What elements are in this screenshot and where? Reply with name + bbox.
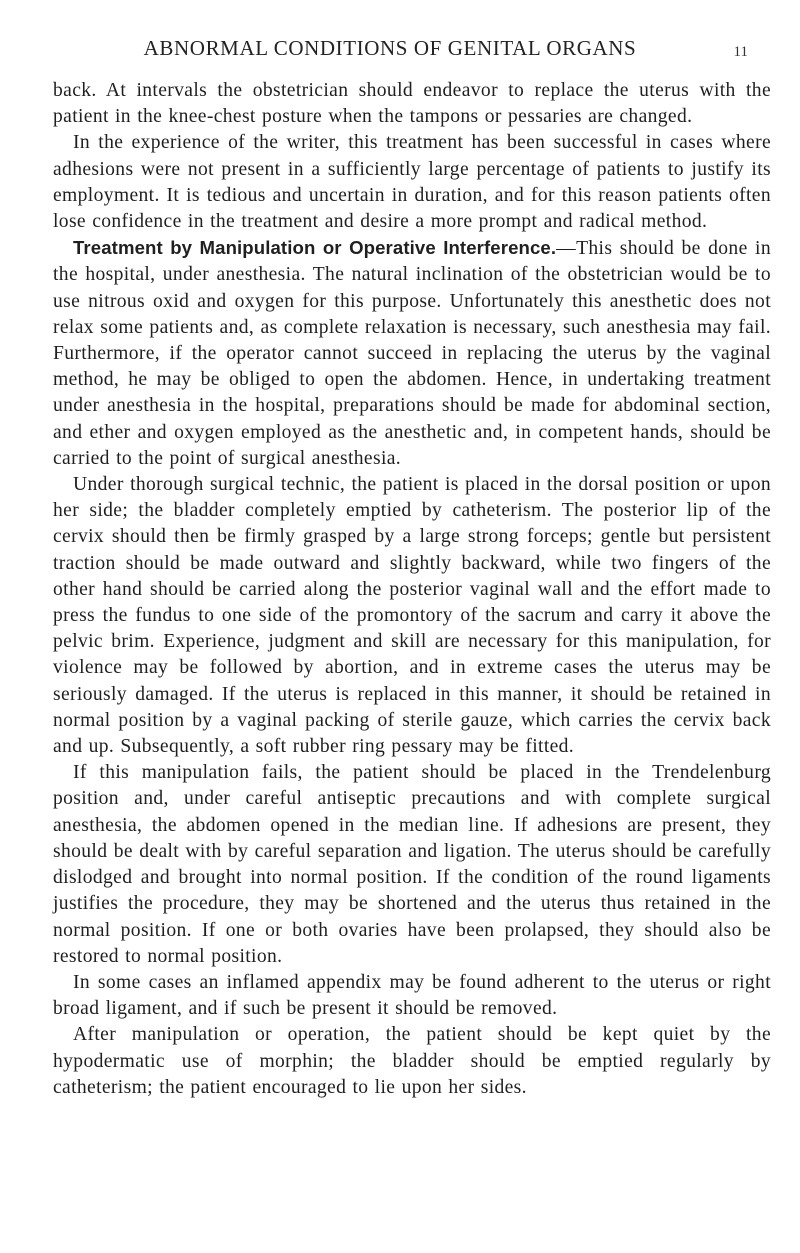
paragraph-continued: [53, 78, 771, 130]
paragraph: [53, 970, 771, 1022]
paragraph-text: —This should be done in the hospital, under anesthesia. The natural inclination of the obstetrician would be to use nitrous oxid and oxygen for this purpose. Unfortunately this anesthetic does not relax some patients and, as complete relaxation is necessary, such anesthesia may fail. Furthermore, if the operator cannot succeed in replacing the uterus by the vaginal method, he may be obliged to open the abdomen. Hence, in undertaking treatment under anesthesia in the hospital, preparations should be made for abdominal section, and ether and oxygen employed as the anesthetic and, in competent hands, should be carried to the point of surgical anesthesia.: [53, 238, 771, 469]
paragraph-text: After manipulation or operation, the patient should be kept quiet by the hypodermatic use of morphin; the bladder should be emptied regularly by catheterism; the patient encouraged to lie upon her sides.: [53, 1024, 771, 1098]
paragraph: [53, 472, 771, 760]
paragraph-with-heading: [53, 235, 771, 472]
paragraph-text: If this manipulation fails, the patient should be placed in the Trendelenburg position and, under careful antiseptic precautions and with complete surgical anesthesia, the abdomen opened in the median line. If adhesions are present, they should be dealt with by careful separation and ligation. The uterus should be carefully dislodged and brought into normal position. If the condition of the round ligaments justifies the procedure, they may be shortened and the uterus thus retained in the normal position. If one or both ovaries have been prolapsed, they should also be restored to normal position.: [53, 762, 771, 967]
section-heading: Treatment by Manipulation or Operative Interference.: [73, 237, 557, 259]
paragraph-text: In some cases an inflamed appendix may be found adherent to the uterus or right broad ligament, and if such be present it should be removed.: [53, 971, 771, 1020]
paragraph-text: Under thorough surgical technic, the patient is placed in the dorsal position or upon her side; the bladder completely emptied by catheterism. The posterior lip of the cervix should then be firmly grasped by a large strong forceps; gentle but persistent traction should be made outward and slightly backward, while two fingers of the other hand should be carried along the posterior vaginal wall and the effort made to press the fundus to one side of the promontory of the sacrum and carry it above the pelvic brim. Experience, judgment and skill are necessary for this manipulation, for violence may be followed by abortion, and in extreme cases the uterus may be seriously damaged. If the uterus is replaced in this manner, it should be retained in normal position by a vaginal packing of sterile gauze, which carries the cervix back and up. Subsequently, a soft rubber ring pessary may be fitted.: [53, 474, 771, 758]
paragraph-text: back. At intervals the obstetrician should endeavor to replace the uterus with the patient in the knee-chest posture when the tampons or pessaries are changed.: [53, 80, 771, 128]
running-head: ABNORMAL CONDITIONS OF GENITAL ORGANS: [143, 36, 637, 60]
paragraph-text: In the experience of the writer, this treatment has been successful in cases where adhesions were not present in a sufficiently large percentage of patients to justify its employment. It is tedious and uncertain in duration, and for this reason patients often lose confidence in the treatment and desire a more prompt and radical method.: [53, 132, 771, 233]
paragraph: [53, 130, 771, 235]
paragraph: [53, 1022, 771, 1101]
body-text: [53, 78, 771, 1101]
page-number: 11: [733, 44, 748, 60]
paragraph: [53, 760, 771, 970]
